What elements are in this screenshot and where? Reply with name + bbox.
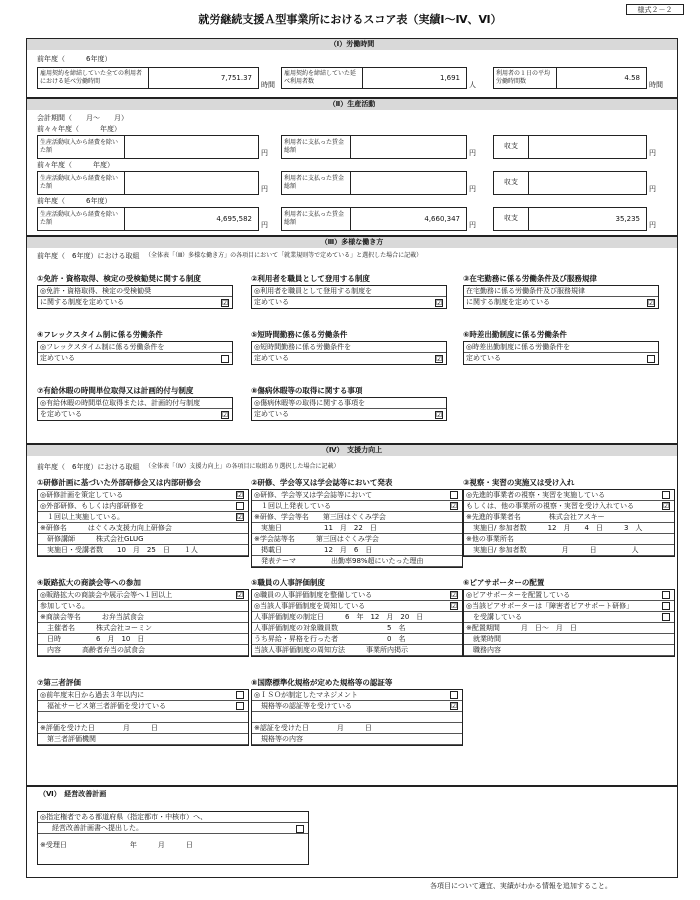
section-band: （Ⅳ） 支援力向上 xyxy=(27,445,677,456)
support-row: 発表テーマ 出勤率98%超にいたった理由 xyxy=(252,556,462,567)
checkbox[interactable]: ☑ xyxy=(451,702,458,710)
net-income-box xyxy=(37,171,259,195)
section-band: （Ⅱ）生産活動 xyxy=(27,99,677,110)
support-row: 職務内容 xyxy=(464,645,674,656)
item-line: 定めている xyxy=(40,354,75,362)
checkbox[interactable] xyxy=(450,691,458,699)
support-item-box xyxy=(463,589,675,657)
support-row: ※他の事業所名 xyxy=(464,534,674,545)
support-row: ◎販路拡大の商談会や展示会等へ１回以上 xyxy=(38,590,248,601)
diverse-item-heading: ③在宅勤務に係る労働条件及び服務規律 xyxy=(463,274,597,283)
checkbox[interactable] xyxy=(662,491,670,499)
item-line: ◎利用者を職員として登用する制度を xyxy=(252,286,446,297)
wages-box xyxy=(281,171,467,195)
support-row: もしくは、他の事業所の視察・実習を受け入れている xyxy=(464,501,674,512)
field-label: 利用者に支払った賃金総額 xyxy=(284,139,345,154)
checkbox[interactable]: ☑ xyxy=(436,299,443,307)
support-row: ※評価を受けた日 月 日 xyxy=(38,723,248,734)
support-row: ◎外部研修、もしくは内部研修を xyxy=(38,501,248,512)
field-label: 収支 xyxy=(504,178,518,186)
unit-label: 円 xyxy=(469,149,476,157)
unit-label: 円 xyxy=(649,185,656,193)
support-item-box xyxy=(37,589,249,657)
field-label: 雇用契約を締結していた延べ利用者数 xyxy=(284,70,357,85)
plan-row: ※受理日 年 月 日 xyxy=(40,841,193,849)
unit-label: 円 xyxy=(261,149,268,157)
item-line: 定めている xyxy=(254,354,289,362)
support-row: 実施日 11 月 22 日 xyxy=(252,523,462,534)
note: （全体表「（Ⅳ）支援力向上」の各項目に取組あり選択した場合に記載） xyxy=(145,463,340,470)
support-row: １回以上実施している。 xyxy=(38,512,248,523)
diverse-item-heading: ⑧傷病休暇等の取得に関する事項 xyxy=(251,386,363,395)
support-row: 規格等の認証等を受けている xyxy=(252,701,462,712)
support-row: を受講している xyxy=(464,612,674,623)
field-label: 利用者の１日の平均労働時間数 xyxy=(496,70,551,85)
field-label: 利用者に支払った賃金総額 xyxy=(284,211,345,226)
diverse-item-heading: ⑤短時間勤務に係る労働条件 xyxy=(251,330,348,339)
support-row: 主催者名 株式会社コーミン xyxy=(38,623,248,634)
item-line: 定めている xyxy=(254,410,289,418)
balance-box xyxy=(493,135,647,159)
year-label: 前年度（ 6年度） xyxy=(37,197,112,205)
note: （全体表「（Ⅲ）多様な働き方」の各項目において「就業規則等で定めている」と選択した場合に記載） xyxy=(145,252,423,259)
unit-label: 時間 xyxy=(261,81,275,89)
support-item-heading: ②研修、学会等又は学会誌等において発表 xyxy=(251,478,393,487)
checkbox[interactable]: ☑ xyxy=(436,411,443,419)
support-row: ◎当該人事評価制度を周知している xyxy=(252,601,462,612)
support-row: ※学会誌等名 第三回はぐくみ学会 xyxy=(252,534,462,545)
plan-row: 経営改善計画書へ提出した。 xyxy=(38,823,308,834)
unit-label: 円 xyxy=(469,221,476,229)
support-row: 実施日/ 参加者数 月 日 人 xyxy=(464,545,674,556)
support-item-box xyxy=(463,489,675,557)
item-line: に関する制度を定めている xyxy=(466,298,550,306)
checkbox[interactable] xyxy=(662,613,670,621)
unit-label: 円 xyxy=(649,221,656,229)
year-label: 前々々年度（ 年度） xyxy=(37,125,121,133)
field-label: 生産活動収入から経費を除いた額 xyxy=(40,175,119,190)
checkbox[interactable]: ☑ xyxy=(222,411,229,419)
prev-year-label: 前年度（ 6年度） xyxy=(37,55,112,63)
support-row: ※先進的事業者名 株式会社アスキー xyxy=(464,512,674,523)
net-income-box xyxy=(37,207,259,231)
unit-label: 円 xyxy=(261,221,268,229)
wages-box xyxy=(281,135,467,159)
net-income-box xyxy=(37,135,259,159)
checkbox[interactable]: ☑ xyxy=(451,502,458,510)
field-label: 利用者に支払った賃金総額 xyxy=(284,175,345,190)
balance-box xyxy=(493,171,647,195)
unit-label: 人 xyxy=(469,81,476,89)
checkbox[interactable] xyxy=(662,602,670,610)
section-production xyxy=(26,98,678,236)
diverse-item-box xyxy=(37,285,233,309)
field-label: 収支 xyxy=(504,142,518,150)
balance-box xyxy=(493,207,647,231)
plan-box xyxy=(37,811,309,865)
support-row: 掲載日 12 月 6 日 xyxy=(252,545,462,556)
support-item-box xyxy=(37,689,249,746)
page-title: 就労継続支援Ａ型事業所におけるスコア表（実績Ⅰ～Ⅳ、Ⅵ） xyxy=(198,13,502,26)
item-line: を定めている xyxy=(40,410,82,418)
field-value: 7,751.37 xyxy=(220,74,252,82)
checkbox[interactable] xyxy=(236,502,244,510)
diverse-item-box xyxy=(251,341,447,365)
field-value: 4,695,582 xyxy=(216,215,252,223)
diverse-item-heading: ④フレックスタイム制に係る労働条件 xyxy=(37,330,163,339)
checkbox[interactable]: ☑ xyxy=(237,513,244,521)
checkbox[interactable]: ☑ xyxy=(663,502,670,510)
checkbox[interactable]: ☑ xyxy=(451,591,458,599)
support-row xyxy=(252,712,462,723)
item-line: ◎フレックスタイム制に係る労働条件を xyxy=(38,342,232,353)
item-line: ◎有給休暇の時間単位取得または、計画的付与制度 xyxy=(38,398,232,409)
diverse-item-heading: ①免許・資格取得、検定の受検勧奨に関する制度 xyxy=(37,274,201,283)
field-label: 雇用契約を締結していた全ての利用者における延べ労働時間 xyxy=(40,70,143,85)
support-row: ◎職員の人事評価制度を整備している xyxy=(252,590,462,601)
support-row: ※商談会等名 お弁当試食会 xyxy=(38,612,248,623)
support-row: 参加している。 xyxy=(38,601,248,612)
diverse-item-heading: ⑦有給休暇の時間単位取得又は計画的付与制度 xyxy=(37,386,194,395)
support-row: 当該人事評価制度の周知方法 事業所内掲示 xyxy=(252,645,462,656)
support-row: ◎研修計画を策定している xyxy=(38,490,248,501)
user-count-box xyxy=(281,67,467,89)
intro: 前年度（ 6年度）における取組 xyxy=(37,463,140,471)
checkbox[interactable] xyxy=(296,825,304,833)
checkbox[interactable]: ☑ xyxy=(648,299,655,307)
diverse-item-box xyxy=(37,341,233,365)
checkbox[interactable]: ☑ xyxy=(451,602,458,610)
checkbox[interactable] xyxy=(450,491,458,499)
checkbox[interactable] xyxy=(221,355,229,363)
field-value: 35,235 xyxy=(615,215,640,223)
section-band: （Ⅰ）労働時間 xyxy=(27,39,677,50)
checkbox[interactable]: ☑ xyxy=(237,491,244,499)
field-value: 1,691 xyxy=(439,74,460,82)
support-item-box xyxy=(251,589,463,657)
support-item-heading: ④販路拡大の商談会等への参加 xyxy=(37,578,141,587)
support-row: 規格等の内容 xyxy=(252,734,462,745)
diverse-item-heading: ⑥時差出勤制度に係る労働条件 xyxy=(463,330,567,339)
checkbox[interactable] xyxy=(236,691,244,699)
field-label: 収支 xyxy=(504,214,518,222)
section-band: （Ⅲ）多様な働き方 xyxy=(27,237,677,248)
checkbox[interactable] xyxy=(647,355,655,363)
support-row xyxy=(38,712,248,723)
support-row: ◎前年度末日から過去３年以内に xyxy=(38,690,248,701)
field-value: 4,660,347 xyxy=(424,215,460,223)
accounting-period: 会計期間（ 月～ 月） xyxy=(37,114,128,122)
support-row: ◎ＩＳＯが制定したマネジメント xyxy=(252,690,462,701)
diverse-item-box xyxy=(463,285,659,309)
field-label: 生産活動収入から経費を除いた額 xyxy=(40,211,119,226)
support-row: ※研修、学会等名 第三回はぐくみ学会 xyxy=(252,512,462,523)
field-value: 4.58 xyxy=(624,74,640,82)
support-row: 人事評価制度の制定日 6 年 12 月 20 日 xyxy=(252,612,462,623)
support-item-box xyxy=(251,689,463,746)
item-line: ◎傷病休暇等の取得に関する事項を xyxy=(252,398,446,409)
support-row: ◎当該ピアサポーターは「障害者ピアサポート研修」 xyxy=(464,601,674,612)
section-band: （Ⅵ） 経営改善計画 xyxy=(39,790,107,798)
plan-row: ◎指定権者である都道府県（指定都市・中核市）へ、 xyxy=(38,812,308,823)
support-row: うち昇給・昇格を行った者 0 名 xyxy=(252,634,462,645)
support-row: 人事評価制度の対象職員数 5 名 xyxy=(252,623,462,634)
checkbox[interactable] xyxy=(236,702,244,710)
section-support xyxy=(26,444,678,786)
diverse-item-box xyxy=(463,341,659,365)
item-line: 在宅勤務に係る労働条件及び服務規律 xyxy=(464,286,658,297)
diverse-item-heading: ②利用者を職員として登用する制度 xyxy=(251,274,370,283)
unit-label: 円 xyxy=(469,185,476,193)
support-row: ◎ピアサポーターを配置している xyxy=(464,590,674,601)
support-item-heading: ⑧国際標準化規格が定めた規格等の認証等 xyxy=(251,678,393,687)
support-row: ※研修名 はぐくみ支援力向上研修会 xyxy=(38,523,248,534)
support-row: 研修講師 株式会社GLUG xyxy=(38,534,248,545)
diverse-item-box xyxy=(251,285,447,309)
diverse-item-box xyxy=(251,397,447,421)
item-line: ◎時差出勤制度に係る労働条件を xyxy=(464,342,658,353)
support-row: １回以上発表している xyxy=(252,501,462,512)
support-item-heading: ⑤職員の人事評価制度 xyxy=(251,578,325,587)
item-line: に関する制度を定めている xyxy=(40,298,124,306)
labor-hours-total-box xyxy=(37,67,259,89)
support-item-heading: ①研修計画に基づいた外部研修会又は内部研修会 xyxy=(37,478,201,487)
support-row: ◎研修、学会等又は学会誌等において xyxy=(252,490,462,501)
support-item-heading: ⑦第三者評価 xyxy=(37,678,81,687)
section-diverse-work xyxy=(26,236,678,444)
form-number: 様式２－２ xyxy=(626,4,684,15)
support-row: 実施日/ 参加者数 12 月 4 日 3 人 xyxy=(464,523,674,534)
field-label: 生産活動収入から経費を除いた額 xyxy=(40,139,119,154)
support-row: 福祉サービス第三者評価を受けている xyxy=(38,701,248,712)
unit-label: 円 xyxy=(649,149,656,157)
support-item-box xyxy=(37,489,249,557)
support-item-box xyxy=(251,489,463,568)
support-row: 就業時間 xyxy=(464,634,674,645)
support-row: ◎先進的事業者の視察・実習を実施している xyxy=(464,490,674,501)
section-management-plan xyxy=(26,786,678,878)
wages-box xyxy=(281,207,467,231)
unit-label: 円 xyxy=(261,185,268,193)
support-row: ※配置期間 月 日～ 月 日 xyxy=(464,623,674,634)
item-line: 定めている xyxy=(254,298,289,306)
unit-label: 時間 xyxy=(649,81,663,89)
support-item-heading: ⑥ピアサポーターの配置 xyxy=(463,578,545,587)
support-row: 内容 高齢者弁当の試食会 xyxy=(38,645,248,656)
diverse-item-box xyxy=(37,397,233,421)
avg-hours-box xyxy=(493,67,647,89)
checkbox[interactable]: ☑ xyxy=(222,299,229,307)
item-line: ◎免許・資格取得、検定の受検勧奨 xyxy=(38,286,232,297)
item-line: ◎短時間勤務に係る労働条件を xyxy=(252,342,446,353)
checkbox[interactable]: ☑ xyxy=(237,591,244,599)
checkbox[interactable]: ☑ xyxy=(436,355,443,363)
checkbox[interactable] xyxy=(662,591,670,599)
support-item-heading: ③視察・実習の実施又は受け入れ xyxy=(463,478,575,487)
intro: 前年度（ 6年度）における取組 xyxy=(37,252,140,260)
section-labor-hours xyxy=(26,38,678,98)
support-row: 第三者評価機関 xyxy=(38,734,248,745)
year-label: 前々年度（ 年度） xyxy=(37,161,114,169)
support-row: 実施日・受講者数 10 月 25 日 １人 xyxy=(38,545,248,556)
support-row: 日時 6 月 10 日 xyxy=(38,634,248,645)
footer-note: 各項目について適宜、実績がわかる情報を追加すること。 xyxy=(430,882,612,890)
item-line: 定めている xyxy=(466,354,501,362)
support-row: ※認証を受けた日 月 日 xyxy=(252,723,462,734)
